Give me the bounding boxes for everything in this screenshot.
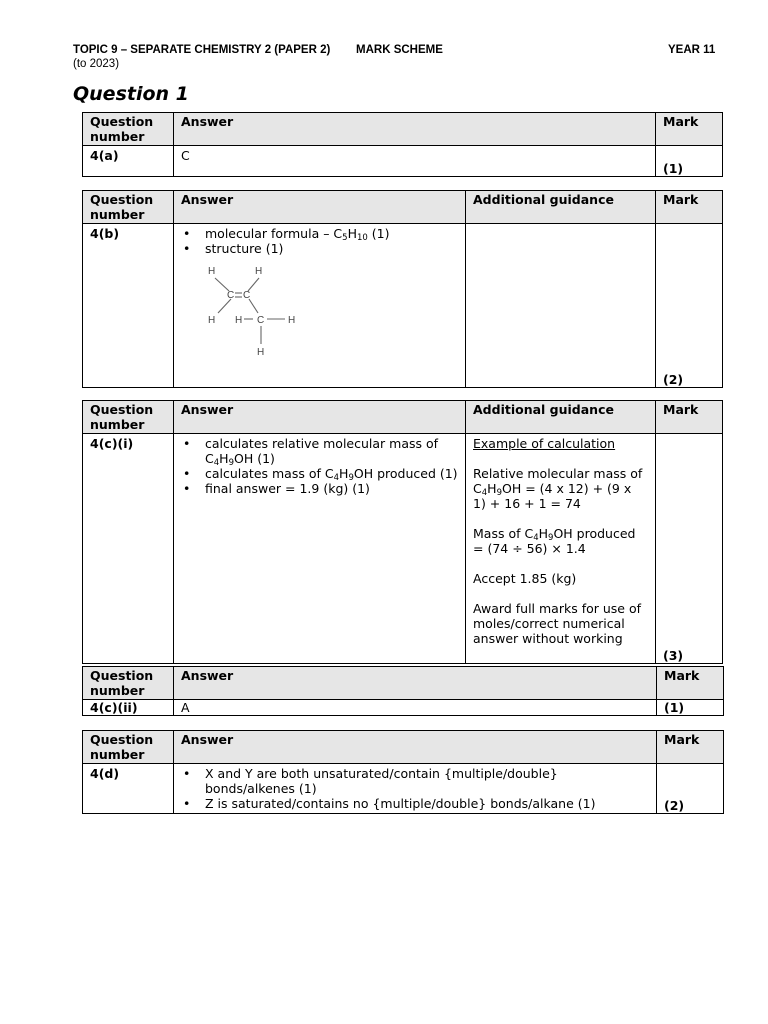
atom-h-3: H [208,315,216,326]
atom-c-2: C [243,290,251,301]
answer-bullet: • structure (1) [181,241,458,256]
col-answer: Answer [174,401,466,434]
col-guidance: Additional guidance [466,191,656,224]
table-4a [82,112,723,177]
structural-formula-diagram [204,264,324,364]
table-4d [82,730,724,814]
col-mark: Mark [656,191,723,224]
col-question-number: Question number [83,191,174,224]
table-4cii [82,666,724,716]
mark-value: (2) [663,372,684,387]
col-question-number: Question number [83,731,174,764]
guidance-cell [466,434,656,664]
col-guidance: Additional guidance [466,401,656,434]
answer-bullet: • calculates mass of $C_4H_9OH$ produced (1) [181,466,458,481]
answer-bullet: • final answer = 1.9 (kg) (1) [181,481,458,496]
col-mark: Mark [657,667,724,700]
mark-cell [656,434,723,664]
year-heading: YEAR 11 [668,44,716,56]
mark-cell [656,146,723,177]
table-4b [82,190,723,388]
guidance-heading: Example of calculation [473,436,616,451]
question-number: 4(c)(ii) [83,700,174,716]
answer-bullet: • Z is saturated/contains no {multiple/double} bonds/alkane (1) [181,796,649,811]
doc-type-heading: MARK SCHEME [356,44,443,56]
mark-value: (3) [663,648,684,663]
answer-cell: A [174,700,657,716]
col-answer: Answer [174,667,657,700]
col-answer: Answer [174,191,466,224]
answer-cell: C [174,146,656,177]
col-answer: Answer [174,113,656,146]
mark-value: (1) [663,161,684,176]
col-question-number: Question number [83,667,174,700]
atom-c-3: C [257,315,265,326]
answer-cell [174,434,466,664]
question-title: Question 1 [73,83,189,105]
col-answer: Answer [174,731,657,764]
col-mark: Mark [657,731,724,764]
atom-h-4: H [235,315,243,326]
mark-cell [657,764,724,814]
col-question-number: Question number [83,113,174,146]
guidance-accept: Accept 1.85 (kg) [473,571,577,586]
question-number: 4(a) [83,146,174,177]
mark-cell: (1) [657,700,724,716]
answer-bullet: • X and Y are both unsaturated/contain {multiple/double} bonds/alkenes (1) [181,766,649,796]
guidance-award: Award full marks for use of moles/correct numerical answer without working [473,601,642,646]
guidance-cell [466,224,656,388]
col-question-number: Question number [83,401,174,434]
question-number: 4(c)(i) [83,434,174,664]
question-number: 4(d) [83,764,174,814]
col-mark: Mark [656,401,723,434]
mark-value: (2) [664,798,685,813]
answer-cell [174,224,466,388]
atom-h-6: H [257,347,265,358]
guidance-mass: Mass of $C_4H_9OH$ produced = (74 ÷ 56) × 1.4 [473,526,636,556]
mark-cell [656,224,723,388]
atom-h-5: H [288,315,296,326]
topic-heading: TOPIC 9 – SEPARATE CHEMISTRY 2 (PAPER 2) [73,44,331,56]
table-4ci [82,400,723,664]
atom-c-1: C [227,290,235,301]
question-number: 4(b) [83,224,174,388]
answer-bullet: • calculates relative molecular mass of $C_4H_9OH$ (1) [181,436,458,466]
date-note: (to 2023) [73,58,120,70]
answer-bullet: • molecular formula – $C_5H_{10}$ (1) [181,226,458,241]
atom-h-1: H [208,266,216,277]
col-mark: Mark [656,113,723,146]
guidance-rmm: Relative molecular mass of $C_4H_9OH = (4$ x 12) + (9 x 1) + 16 + 1 = 74 [473,466,643,511]
atom-h-2: H [255,266,263,277]
answer-cell [174,764,657,814]
